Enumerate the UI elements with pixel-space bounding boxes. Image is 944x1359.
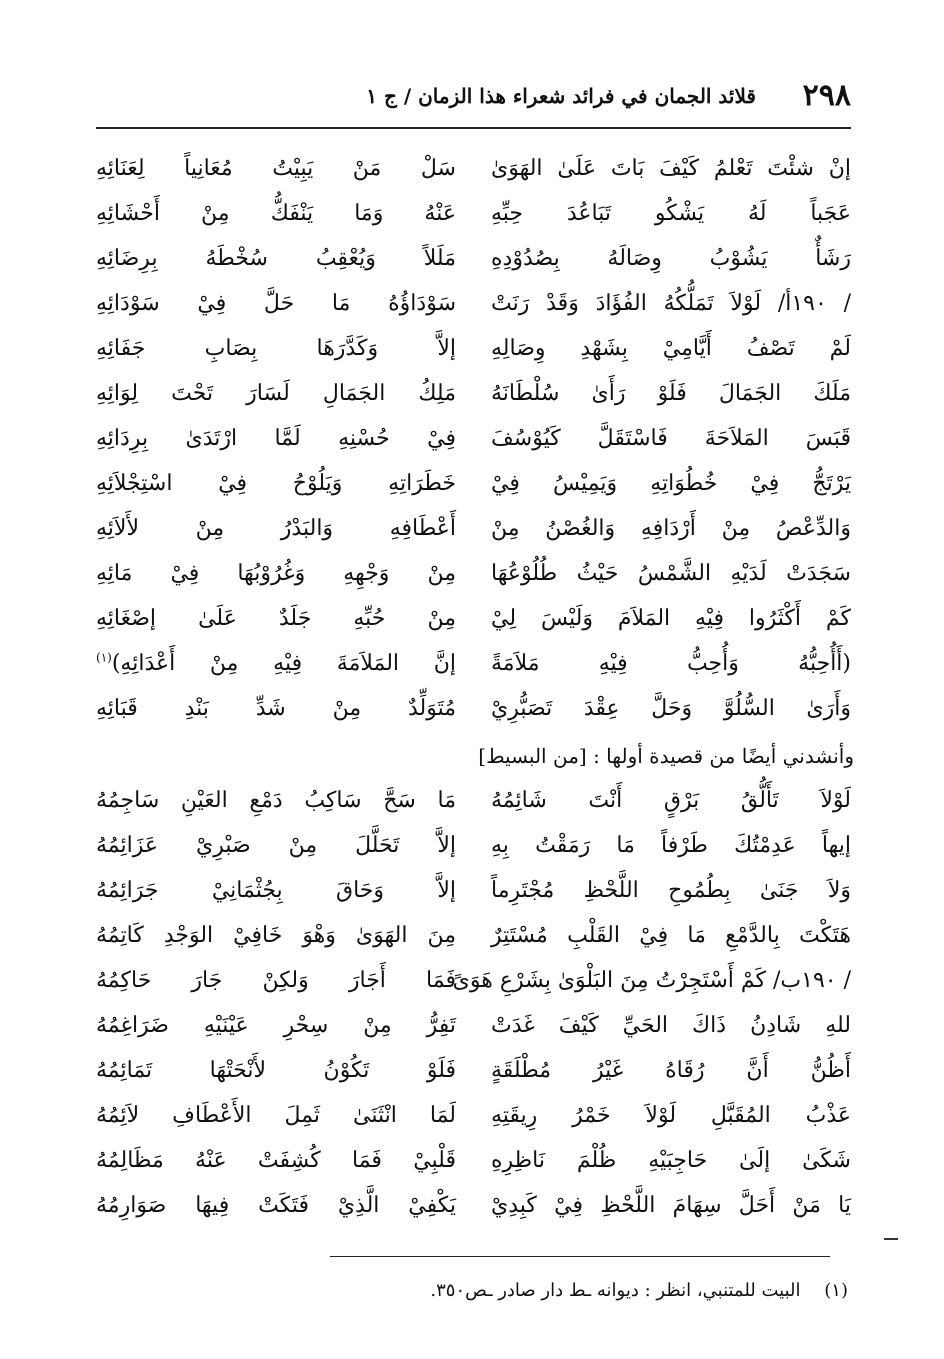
first-hemistich: يَا مَنْ أَحَلَّ سِهَامَ اللَّحْظِ فِيْ كَبِدِيْ (491, 1193, 851, 1218)
second-hemistich: إلاَّ تَحَلَّلَ مِنْ صَبْرِيْ عَزَائِمُهُ (96, 833, 456, 858)
second-hemistich: أَعْطَافِهِ وَالبَدْرُ مِنْ لأَلاَئِهِ (96, 516, 456, 541)
poem-introduction: وأنشدني أيضًا من قصيدة أولها : [من البسيط] (478, 744, 854, 768)
first-hemistich: لَوْلاَ تَأَلُّقُ بَرْقٍ أَنْتَ شَائِمُهُ (491, 788, 851, 813)
verse (96, 641, 851, 686)
first-hemistich: إيهاً عَدِمْتُكَ طَرْفاً مَا رَمَقْتُ بِهِ (491, 833, 851, 858)
second-hemistich: مِنْ حُبِّهِ جَلَدٌ عَلَىٰ إصْغَائِهِ (96, 606, 456, 631)
verse (96, 326, 851, 371)
second-hemistich: خَطَرَاتِهِ وَيَلُوْحُ فِيْ اسْتِجْلاَئِهِ (96, 471, 456, 496)
verse (96, 191, 851, 236)
verse (96, 868, 851, 913)
second-hemistich: يَكْفِيْ الَّذِيْ فَتَكَتْ فِيهَا صَوَارِمُهُ (96, 1193, 456, 1218)
second-hemistich: فَلَوْ تَكُوْنُ لأَنْحَتْهَا تَمَائِمُهُ (96, 1058, 456, 1083)
second-hemistich: مَلِكُ الجَمَالِ لَسَارَ تَحْتَ لِوَائِهِ (96, 381, 456, 406)
first-hemistich: شَكَىٰ إلَىٰ حَاجِبَيْهِ ظُلْمَ نَاظِرِهِ (491, 1148, 851, 1173)
first-hemistich: وَلاَ جَنَىٰ بِطُمُوحِ اللَّحْظِ مُجْتَرِماً (491, 878, 851, 903)
first-hemistich: مَلَكَ الجَمَالَ فَلَوْ رَأَىٰ سُلْطَانَهُ (491, 381, 851, 406)
footnote-number: (١) (824, 1280, 848, 1301)
second-hemistich: فِيْ حُسْنِهِ لَمَّا ارْتَدَىٰ بِرِدَائِهِ (96, 426, 456, 451)
page-header (96, 78, 851, 118)
verse (96, 1003, 851, 1048)
second-hemistich: فَمَا أَجَارَ وَلكِنْ جَارَ حَاكِمُهُ (96, 968, 456, 993)
verse (96, 1138, 851, 1183)
first-hemistich: كَمْ أَكْثَرُوا فِيْهِ المَلاَمَ وَلَيْسَ لِيْ (491, 606, 851, 631)
second-hemistich: مُتَوَلِّدٌ مِنْ شَدِّ بَنْدِ قَبَائِهِ (96, 696, 456, 721)
second-hemistich: مِنَ الهَوَىٰ وَهْوَ خَافِيْ الوَجْدِ كَاتِمُهُ (96, 923, 456, 948)
verse (96, 551, 851, 596)
footnote-marker: (١) (96, 650, 112, 665)
verse (96, 913, 851, 958)
verse (96, 1183, 851, 1228)
first-hemistich: رَشَأٌ يَشُوْبُ وِصَالَهُ بِصُدُوْدِهِ (491, 246, 851, 271)
first-hemistich: يَرْتَجُّ فِيْ خُطُوَاتِهِ وَيَمِيْسُ فِيْ (491, 471, 851, 496)
second-hemistich: تَفِرُّ مِنْ سِحْرِ عَيْنَيْهِ ضَرَاغِمُهُ (96, 1013, 456, 1038)
footnote (430, 1280, 848, 1301)
second-hemistich: سَوْدَاؤُهُ مَا حَلَّ فِيْ سَوْدَائِهِ (96, 291, 456, 316)
footnote-rule (330, 1256, 830, 1257)
first-hemistich: عَجَباً لَهُ يَشْكُو تَبَاعُدَ حِبِّهِ (491, 201, 851, 226)
second-hemistich: مَلَلاً وَيُعْقِبُ سُخْطَهُ بِرِضَائِهِ (96, 246, 456, 271)
second-hemistich: سَلْ مَنْ يَبِيْتُ مُعَانِياً لِعَنَائِهِ (96, 156, 456, 181)
second-hemistich: قَلْبِيْ فَمَا كُشِفَتْ عَنْهُ مَظَالِمُهُ (96, 1148, 456, 1173)
footnote-text: البيت للمتنبي، انظر : ديوانه ـط دار صادر ـص٣٥٠. (430, 1280, 801, 1301)
hemistich-text: إنَّ المَلاَمَةَ فِيْهِ مِنْ أَعْدَائِهِ) (111, 651, 456, 676)
second-hemistich: إلاَّ وَكَدَّرَهَا بِصَابِ جَفَائِهِ (96, 336, 456, 361)
first-hemistich: وَأَرَىٰ السُّلُوَّ وَحَلَّ عِقْدَ تَصَبُّرِيْ (491, 696, 851, 721)
first-hemistich: / ١٩٠أ/ لَوْلاَ تَمَلُّكُهُ الفُؤَادَ وَقَدْ رَنَتْ (491, 291, 852, 316)
page-number: ٢٩٨ (802, 78, 851, 113)
poem-2 (96, 778, 851, 1228)
first-hemistich: أَظُنُّ أَنَّ رُقَاهُ غَيْرُ مُطْلَقَةٍ (491, 1058, 851, 1083)
verse (96, 371, 851, 416)
verse (96, 146, 851, 191)
first-hemistich: وَالدِّعْصُ مِنْ أَرْدَافِهِ وَالغُصْنُ مِنْ (491, 516, 851, 541)
verse (96, 823, 851, 868)
first-hemistich: سَجَدَتْ لَدَيْهِ الشَّمْسُ حَيْثُ طُلُوْعُهَا (491, 561, 851, 586)
verse (96, 778, 851, 823)
first-hemistich: لَمْ تَصْفُ أَيَّامِيْ بِشَهْدِ وِصَالِهِ (491, 336, 851, 361)
poem-1 (96, 146, 851, 731)
running-title: قلائد الجمان في فرائد شعراء هذا الزمان / ج ١ (366, 84, 756, 108)
verse (96, 506, 851, 551)
verse (96, 461, 851, 506)
first-hemistich: (أَأُحِبُّهُ وَأُحِبُّ فِيْهِ مَلاَمَةً (491, 651, 851, 676)
second-hemistich: مِنْ وَجْهِهِ وَغُرُوْبُهَا فِيْ مَائِهِ (96, 561, 456, 586)
second-hemistich: إلاَّ وَحَاقَ بِجُثْمَانِيْ جَرَائِمُهُ (96, 878, 456, 903)
verse (96, 1093, 851, 1138)
verse (96, 1048, 851, 1093)
verse (96, 281, 851, 326)
verse (96, 686, 851, 731)
verse (96, 416, 851, 461)
second-hemistich (96, 641, 456, 686)
first-hemistich: / ١٩٠ب/ كَمْ أَسْتَجِرْتُ مِنَ البَلْوَىٰ بِشَرْعِ هَوَىً (452, 968, 851, 993)
verse (96, 958, 851, 1003)
second-hemistich: عَنْهُ وَمَا يَنْفَكُّ مِنْ أَحْشَائِهِ (96, 201, 456, 226)
first-hemistich: للهِ شَادِنُ ذَاكَ الحَيِّ كَيْفَ غَدَتْ (491, 1013, 851, 1038)
second-hemistich: مَا سَحَّ سَاكِبُ دَمْعِ العَيْنِ سَاجِمُهُ (96, 788, 456, 813)
margin-mark (884, 1238, 898, 1240)
first-hemistich: عَذْبُ المُقَبَّلِ لَوْلاَ خَمْرُ رِيقَتِهِ (491, 1103, 851, 1128)
verse (96, 596, 851, 641)
second-hemistich: لَمَا انْثَنَىٰ ثَمِلَ الأَعْطَافِ لاَئِمُهُ (96, 1103, 456, 1128)
first-hemistich: هَتَكْتَ بِالدَّمْعِ مَا فِيْ القَلْبِ مُسْتَتِرٌ (491, 923, 851, 948)
first-hemistich: قَبَسَ المَلاَحَةَ فَاسْتَقَلَّ كَيُوْسُفَ (491, 426, 851, 451)
first-hemistich: إنْ شئْتَ تَعْلمُ كَيْفَ بَاتَ عَلَىٰ الهَوَىٰ (491, 156, 851, 181)
verse (96, 236, 851, 281)
header-rule (96, 127, 851, 129)
